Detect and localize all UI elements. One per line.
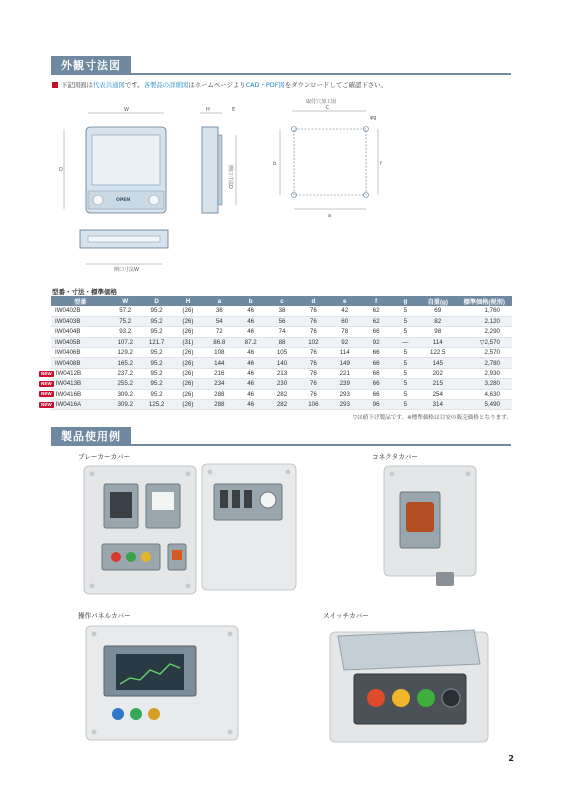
bullet-square-icon [52,82,58,88]
new-badge: NEW [41,370,52,376]
dim-h-label: H [206,107,210,113]
table-cell: 216 [204,368,235,378]
table-cell: 76 [298,389,329,399]
dim-e-label: E [232,107,236,113]
table-cell: 2,780 [457,358,512,368]
table-cell: 76 [298,379,329,389]
table-cell [41,389,110,399]
table-cell: 309.2 [110,400,141,410]
table-header-cell: b [235,296,266,306]
dim-cutout-d-label: 開口寸法D [227,165,233,189]
model-number: IW0413B [55,380,82,388]
table-cell: 293 [329,400,360,410]
spec-table [41,296,512,410]
dim-a-label: a [328,213,332,219]
table-cell: 76 [298,348,329,358]
table-cell: 5 [392,400,419,410]
section-rule [51,444,511,446]
table-cell: 1,760 [457,306,512,316]
table-cell: 46 [235,327,266,337]
table-cell: 56 [266,316,297,326]
table-cell: 213 [266,368,297,378]
table-cell: 95.2 [141,379,172,389]
table-cell: 95.2 [141,368,172,378]
table-cell: 309.2 [110,389,141,399]
dim-f-label: f [380,161,382,167]
table-cell: 57.2 [110,306,141,316]
model-number: IW0416A [55,401,82,409]
table-row [51,348,512,358]
table-cell: 105 [266,348,297,358]
table-cell: 107.2 [110,337,141,347]
table-cell: 149 [329,358,360,368]
table-cell: (26) [172,306,203,316]
table-cell [41,379,110,389]
drawing-note: 下記図面は代表共通図です。各製品の詳細図はホームページよりCAD・PDF図をダウンロードしてご確認下さい。 [52,81,387,90]
table-cell: 293 [329,389,360,399]
table-header-cell: f [360,296,391,306]
table-cell: 5 [392,348,419,358]
mount-title: 取付穴加工図 [306,99,337,105]
table-cell: 60 [329,316,360,326]
table-cell: 165.2 [110,358,141,368]
model-number: IW0416B [55,390,82,398]
table-cell: ▽2,570 [457,337,512,347]
model-number: IW0404B [55,328,81,336]
table-row [51,358,512,368]
breaker-box-image [80,462,200,597]
section-title: 外観寸法図 [51,56,131,75]
table-cell: (26) [172,316,203,326]
model-number: IW0403B [55,318,81,326]
model-number: IW0412B [55,370,82,378]
table-cell: 121.7 [141,337,172,347]
model-number: IW0406B [55,349,81,357]
table-row [51,389,512,399]
table-cell: 2,290 [457,327,512,337]
table-cell: 255.2 [110,379,141,389]
switch-box-image [324,622,494,747]
table-cell: 38 [266,306,297,316]
table-cell: 62 [360,306,391,316]
table-row [51,379,512,389]
table-cell: (26) [172,327,203,337]
table-cell: 221 [329,368,360,378]
table-cell: 114 [329,348,360,358]
table-cell: 125.2 [141,400,172,410]
table-cell: 46 [235,368,266,378]
table-cell: 75.2 [110,316,141,326]
table-cell: 78 [329,327,360,337]
table-cell: 96 [360,400,391,410]
table-cell: 140 [266,358,297,368]
table-cell: 69 [419,306,457,316]
table-cell: 254 [419,389,457,399]
table-cell: 288 [204,400,235,410]
table-header-cell: e [329,296,360,306]
table-cell: 5 [392,306,419,316]
caption-switch: スイッチカバー [323,612,369,620]
table-cell: 2,930 [457,368,512,378]
model-number: IW0405B [55,338,81,346]
section-header-examples [51,427,511,446]
table-cell: 95.2 [141,316,172,326]
table-row [51,327,512,337]
table-cell [51,327,110,337]
table-cell: 239 [329,379,360,389]
table-cell: 129.2 [110,348,141,358]
table-header-cell: H [172,296,203,306]
table-cell: 42 [329,306,360,316]
caption-breaker: ブレーカーカバー [78,453,131,461]
table-cell: 5 [392,358,419,368]
table-cell: 76 [298,358,329,368]
new-badge: NEW [41,391,52,397]
table-cell: 98 [419,327,457,337]
mounting-hole-drawing [270,95,390,225]
caption-connector: コネクタカバー [372,453,419,461]
dim-cutout-w-label: 開口寸法W [114,267,139,273]
table-cell: 237.2 [110,368,141,378]
table-cell: 66 [360,327,391,337]
table-cell: 93.2 [110,327,141,337]
table-cell: 202 [419,368,457,378]
table-header-cell: 標準価格(税別) [457,296,512,306]
table-cell: 2,570 [457,348,512,358]
table-cell: (26) [172,389,203,399]
table-header-cell: c [266,296,297,306]
dim-c-label: C [326,105,330,111]
table-cell: 66 [360,368,391,378]
table-cell: 95.2 [141,327,172,337]
table-cell: 5 [392,379,419,389]
table-header-cell: 自重(g) [419,296,457,306]
table-cell: 46 [235,316,266,326]
dim-d-label: D [59,167,63,173]
table-cell: 66 [360,379,391,389]
connector-box-image [378,462,488,592]
table-cell: 95.2 [141,358,172,368]
side-view-drawing [192,105,252,215]
page-number: 2 [508,754,514,763]
table-cell: 36 [204,306,235,316]
table-row [51,306,512,316]
table-cell: 46 [235,389,266,399]
table-cell: 66 [360,348,391,358]
table-cell: 3,280 [457,379,512,389]
panel-box-image [82,622,242,747]
new-badge: NEW [41,401,52,407]
table-cell: 2,120 [457,316,512,326]
table-cell: 215 [419,379,457,389]
table-cell: 5,490 [457,400,512,410]
table-cell: 62 [360,316,391,326]
table-cell: 282 [266,400,297,410]
caption-panel: 操作パネルカバー [78,612,131,620]
table-footnote: ▽は値下げ製品です。※標準価格は目安の販売価格となります。 [352,415,512,421]
table-cell: (26) [172,379,203,389]
table-header-cell: g [392,296,419,306]
table-title: 型番・寸法・標準価格 [52,288,117,296]
table-cell: 5 [392,368,419,378]
table-cell: 46 [235,348,266,358]
section-title: 製品使用例 [51,427,131,446]
table-header-cell: 型番 [51,296,110,306]
section-header-dimensions [51,56,511,75]
table-cell [51,316,110,326]
table-cell: 145 [419,358,457,368]
table-cell [41,368,110,378]
table-cell: 108 [204,348,235,358]
front-view-drawing [58,105,178,215]
table-cell: (26) [172,348,203,358]
dim-b-label: b [273,161,277,167]
table-cell: 114 [419,337,457,347]
table-cell: 76 [298,306,329,316]
table-cell: 66 [360,389,391,399]
table-row [51,400,512,410]
table-cell: (31) [172,337,203,347]
table-cell: 288 [204,389,235,399]
table-cell: (26) [172,358,203,368]
table-row [51,368,512,378]
dim-g-label: φg [370,115,377,121]
table-cell: 95.2 [141,306,172,316]
table-cell: 74 [266,327,297,337]
table-cell: 46 [235,358,266,368]
table-cell: (26) [172,368,203,378]
table-cell: 5 [392,327,419,337]
table-cell: 46 [235,306,266,316]
table-cell: 4,630 [457,389,512,399]
table-cell: 88 [266,337,297,347]
table-cell: 106 [298,400,329,410]
table-cell [51,337,110,347]
table-cell: 76 [298,368,329,378]
table-cell [51,358,110,368]
model-number: IW0408B [55,359,81,367]
table-header-cell: d [298,296,329,306]
table-cell [51,306,110,316]
table-row [51,316,512,326]
table-cell: 234 [204,379,235,389]
table-header-cell: D [141,296,172,306]
table-cell [51,348,110,358]
table-cell: 122.5 [419,348,457,358]
table-cell: 92 [360,337,391,347]
table-cell: 46 [235,400,266,410]
breaker-box-2-image [200,462,300,597]
table-cell: 92 [329,337,360,347]
table-cell: 76 [298,316,329,326]
table-cell: 87.2 [235,337,266,347]
table-cell [41,400,110,410]
table-cell: 102 [298,337,329,347]
table-cell: (26) [172,400,203,410]
table-cell: 66 [360,358,391,368]
table-header-cell: W [110,296,141,306]
table-cell: 144 [204,358,235,368]
table-cell: 5 [392,389,419,399]
table-cell: 46 [235,379,266,389]
new-badge: NEW [41,380,52,386]
table-cell: 5 [392,316,419,326]
table-cell: 82 [419,316,457,326]
table-cell: 95.2 [141,389,172,399]
table-cell: 86.8 [204,337,235,347]
table-header-cell: a [204,296,235,306]
table-cell: 282 [266,389,297,399]
open-label: OPEN [116,198,131,203]
table-cell: 230 [266,379,297,389]
table-cell: 95.2 [141,348,172,358]
model-number: IW0402B [55,307,81,315]
table-cell: — [392,337,419,347]
table-cell: 76 [298,327,329,337]
bottom-view-drawing [76,226,176,276]
table-cell: 54 [204,316,235,326]
table-row [51,337,512,347]
table-cell: 72 [204,327,235,337]
section-rule [51,73,511,75]
table-cell: 314 [419,400,457,410]
dim-w-label: W [124,107,129,113]
